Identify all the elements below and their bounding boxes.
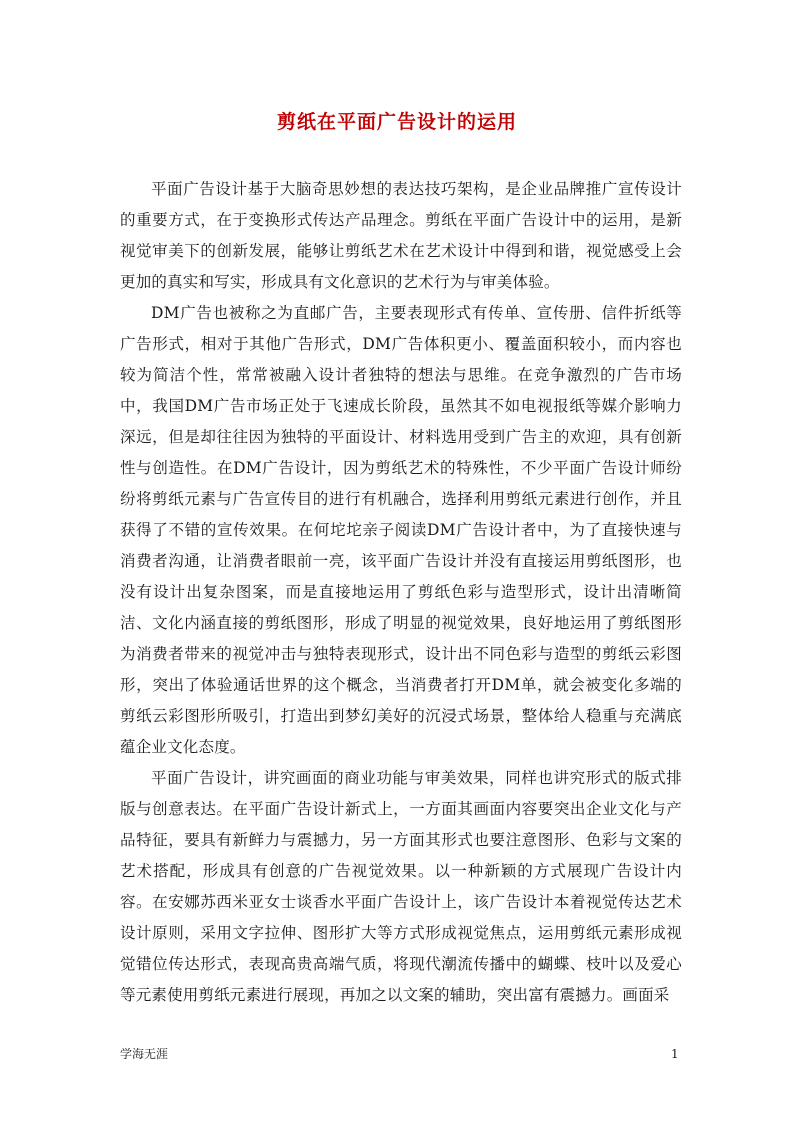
footer-motto: 学海无涯 [120,1047,169,1061]
paragraph-3: 平面广告设计，讲究画面的商业功能与审美效果，同样也讲究形式的版式排版与创意表达。在平面广告设计新式上，一方面其画面内容要突出企业文化与产品特征，要具有新鲜力与震撼力，另一方面其形式也要注意图形、色彩与文案的艺术搭配，形成具有创意的广告视觉效果。以一种新颖的方式展现广告设计内容。在安娜苏西米亚女士谈香水平面广告设计上，该广告设计本着视觉传达艺术设计原则，采用文字拉伸、图形扩大等方式形成视觉焦点，运用剪纸元素形成视觉错位传达形式，表现高贵高端气质，将现代潮流传播中的蝴蝶、枝叶以及爱心等元素使用剪纸元素进行展现，再加之以文案的辅助，突出富有震撼力。画面采 [120,769,682,1004]
document-title: 剪纸在平面广告设计的运用 [276,111,517,133]
paragraph-2: DM广告也被称之为直邮广告，主要表现形式有传单、宣传册、信件折纸等广告形式，相对于其他广告形式，DM广告体积更小、覆盖面积较小，而内容也较为简洁个性，常常被融入设计者独特的想法与思维。在竞争激烈的广告市场中，我国DM广告市场正处于飞速成长阶段，虽然其不如电视报纸等媒介影响力深远，但是却往往因为独特的平面设计、材料选用受到广告主的欢迎，具有创新性与创造性。在DM广告设计，因为剪纸艺术的特殊性，不少平面广告设计师纷纷将剪纸元素与广告宣传目的进行有机融合，选择利用剪纸元素进行创作，并且获得了不错的宣传效果。在何坨坨亲子阅读DM广告设计者中，为了直接快速与消费者沟通，让消费者眼前一亮，该平面广告设计并没有直接运用剪纸图形，也没有设计出复杂图案，而是直接地运用了剪纸色彩与造型形式，设计出清晰简洁、文化内涵直接的剪纸图形，形成了明显的视觉效果，良好地运用了剪纸图形为消费者带来的视觉冲击与独特表现形式，设计出不同色彩与造型的剪纸云彩图形，突出了体验通话世界的这个概念，当消费者打开DM单，就会被变化多端的剪纸云彩图形所吸引，打造出到梦幻美好的沉浸式场景，整体给人稳重与充满底蕴企业文化态度。 [120,304,682,756]
page-number: 1 [671,1047,679,1061]
paragraph-1: 平面广告设计基于大脑奇思妙想的表达技巧架构，是企业品牌推广宣传设计的重要方式，在于变换形式传达产品理念。剪纸在平面广告设计中的运用，是新视觉审美下的创新发展，能够让剪纸艺术在艺术设计中得到和谐，视觉感受上会更加的真实和写实，形成具有文化意识的艺术行为与审美体验。 [120,180,682,291]
document-body [120,174,682,1011]
